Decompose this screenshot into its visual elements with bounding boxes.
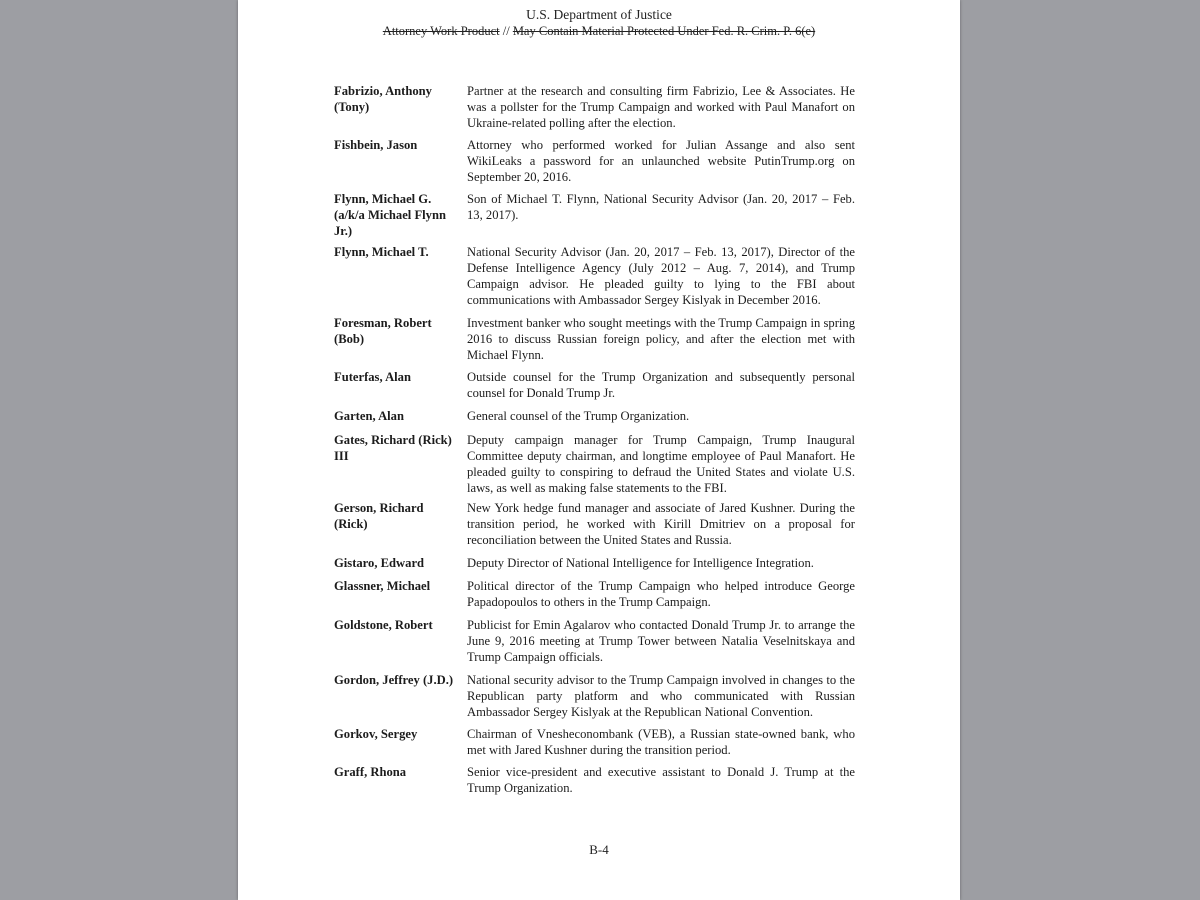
entry-name: Fabrizio, Anthony (Tony) <box>334 84 432 114</box>
entry-description: Investment banker who sought meetings with the Trump Campaign in spring 2016 to discuss Russian foreign policy, and after the election met with Michael Flynn. <box>467 316 855 362</box>
entry-name: Futerfas, Alan <box>334 370 411 384</box>
entry-name: Goldstone, Robert <box>334 618 433 632</box>
entry-description: Political director of the Trump Campaign who helped introduce George Papadopoulos to others in the Trump Campaign. <box>467 579 855 609</box>
document-page <box>238 0 960 900</box>
entry-description: National Security Advisor (Jan. 20, 2017 – Feb. 13, 2017), Director of the Defense Intelligence Agency (July 2012 – Aug. 7, 2014), and Trump Campaign advisor. He pleaded guilty to lying to the FBI about communications with Ambassador Sergey Kislyak in December 2016. <box>467 245 855 307</box>
entry-name: Gates, Richard (Rick) III <box>334 433 452 463</box>
page-number: B-4 <box>589 842 609 857</box>
header-subtitle <box>238 23 960 39</box>
entry-name: Gistaro, Edward <box>334 556 425 570</box>
entry-name: Gordon, Jeffrey (J.D.) <box>334 673 454 687</box>
entry-description: Son of Michael T. Flynn, National Security Advisor (Jan. 20, 2017 – Feb. 13, 2017). <box>467 192 855 222</box>
entry-name: Gerson, Richard (Rick) <box>334 501 424 531</box>
entry-description: Attorney who performed worked for Julian Assange and also sent WikiLeaks a password for an unlaunched website PutinTrump.org on September 20, 2016. <box>467 138 855 184</box>
entry-name: Gorkov, Sergey <box>334 727 418 741</box>
header-subtitle-part1: Attorney Work Product <box>382 24 500 38</box>
header-subtitle-part2: May Contain Material Protected Under Fed. R. Crim. P. 6(e) <box>512 24 816 38</box>
entry-description: Outside counsel for the Trump Organization and subsequently personal counsel for Donald Trump Jr. <box>467 370 855 400</box>
entry-name: Flynn, Michael T. <box>334 245 429 259</box>
entry-description: New York hedge fund manager and associate of Jared Kushner. During the transition period, he worked with Kirill Dmitriev on a proposal for reconciliation between the United States and Russia. <box>467 501 855 547</box>
entry-description: Deputy campaign manager for Trump Campaign, Trump Inaugural Committee deputy chairman, and longtime employee of Paul Manafort. He pleaded guilty to conspiring to defraud the United States and violate U.S. laws, as well as making false statements to the FBI. <box>467 433 855 495</box>
entry-name: Foresman, Robert (Bob) <box>334 316 432 346</box>
page-header <box>238 6 960 39</box>
header-title: U.S. Department of Justice <box>526 7 672 22</box>
entry-description: Partner at the research and consulting firm Fabrizio, Lee & Associates. He was a pollster for the Trump Campaign and worked with Paul Manafort on Ukraine-related polling after the election. <box>467 84 855 130</box>
entry-name: Flynn, Michael G. (a/k/a Michael Flynn Jr.) <box>334 192 446 238</box>
entry-description: Chairman of Vnesheconombank (VEB), a Russian state-owned bank, who met with Jared Kushner during the transition period. <box>467 727 855 757</box>
entry-description: Senior vice-president and executive assistant to Donald J. Trump at the Trump Organization. <box>467 765 855 795</box>
entry-description: National security advisor to the Trump Campaign involved in changes to the Republican party platform and who communicated with Russian Ambassador Sergey Kislyak at the Republican National Convention. <box>467 673 855 719</box>
entry-name: Graff, Rhona <box>334 765 407 779</box>
entry-description: General counsel of the Trump Organization. <box>467 409 690 423</box>
entry-name: Garten, Alan <box>334 409 404 423</box>
entry-name: Glassner, Michael <box>334 579 431 593</box>
header-subtitle-separator: // <box>499 24 513 38</box>
entry-description: Publicist for Emin Agalarov who contacted Donald Trump Jr. to arrange the June 9, 2016 meeting at Trump Tower between Natalia Veselnitskaya and Trump Campaign officials. <box>467 618 855 664</box>
entry-name: Fishbein, Jason <box>334 138 418 152</box>
entry-description: Deputy Director of National Intelligence for Intelligence Integration. <box>467 556 814 570</box>
